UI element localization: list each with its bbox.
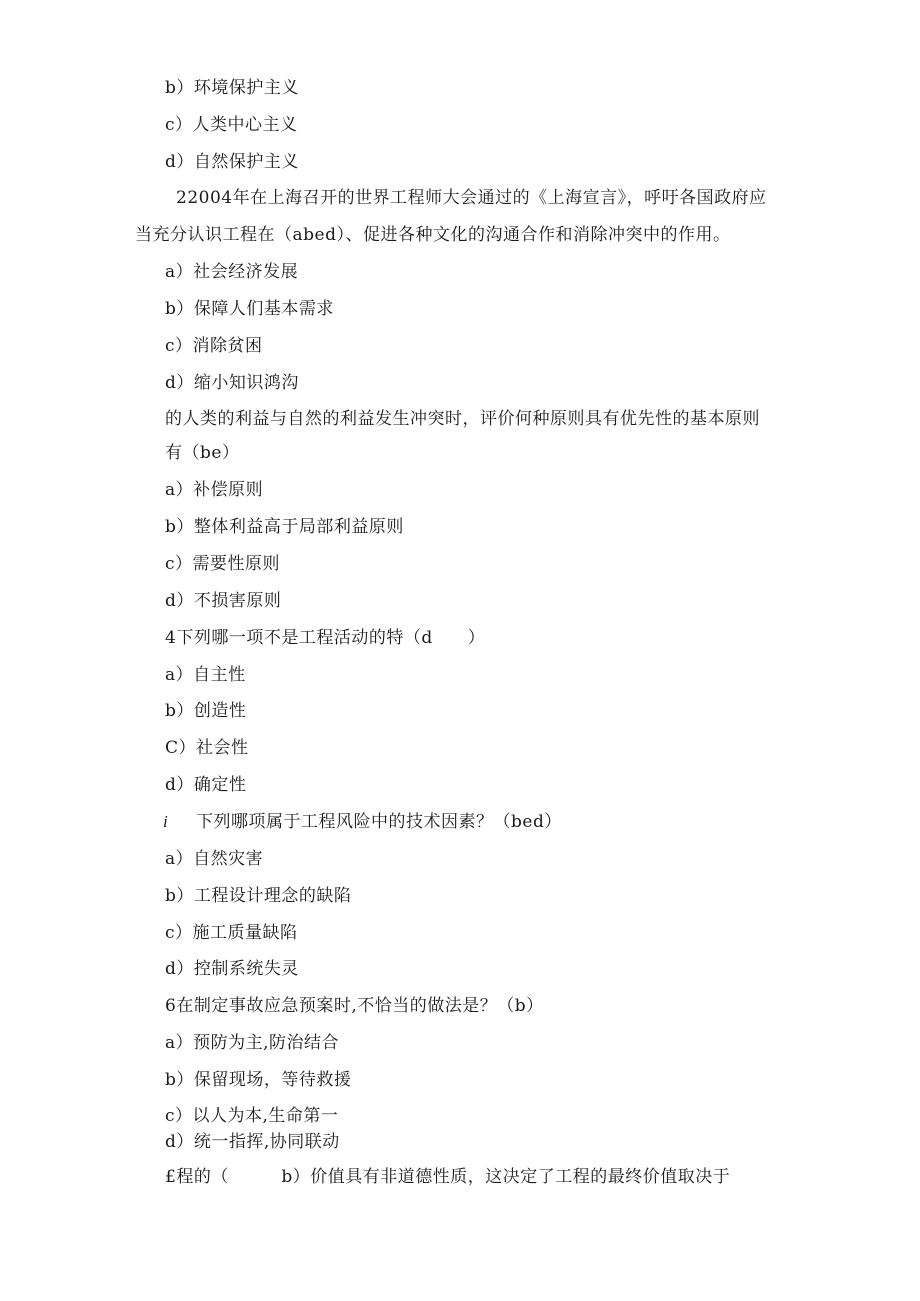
option-c-necessity: c）需要性原则 bbox=[165, 554, 281, 574]
question-3-line-2: 有（be） bbox=[165, 443, 240, 463]
option-a-prevention: a）预防为主,防治结合 bbox=[165, 1033, 340, 1053]
option-b-overall-interest: b）整体利益高于局部利益原则 bbox=[165, 517, 404, 537]
option-d-knowledge-gap: d）缩小知识鸿沟 bbox=[165, 373, 299, 393]
option-b-basic-needs: b）保障人们基本需求 bbox=[165, 299, 334, 319]
option-a-natural-disaster: a）自然灾害 bbox=[165, 849, 264, 869]
option-a-compensation: a）补偿原则 bbox=[165, 480, 264, 500]
question-2-line-2: 当充分认识工程在（abed）、促进各种文化的沟通合作和消除冲突中的作用。 bbox=[135, 225, 731, 245]
question-5: 下列哪项属于工程风险中的技术因素？（bed） bbox=[196, 812, 562, 832]
option-a-economic-development: a）社会经济发展 bbox=[165, 262, 299, 282]
option-b-creativity: b）创造性 bbox=[165, 701, 247, 721]
option-d-unified-command: d）统一指挥,协同联动 bbox=[165, 1132, 340, 1152]
option-b-environmentalism: b）环境保护主义 bbox=[165, 78, 299, 98]
option-c-anthropocentrism: c）人类中心主义 bbox=[165, 115, 298, 135]
question-6: 6在制定事故应急预案时,不恰当的做法是？（b） bbox=[165, 996, 544, 1016]
option-a-autonomy: a）自主性 bbox=[165, 665, 246, 685]
option-d-certainty: d）确定性 bbox=[165, 775, 247, 795]
option-d-control-failure: d）控制系统失灵 bbox=[165, 959, 299, 979]
question-5-marker: i bbox=[163, 812, 169, 831]
option-b-wait-rescue: b）保留现场，等待救援 bbox=[165, 1070, 352, 1090]
option-c-construction-defect: c）施工质量缺陷 bbox=[165, 923, 298, 943]
question-2-line-1: 22004年在上海召开的世界工程师大会通过的《上海宣言》，呼吁各国政府应 bbox=[176, 188, 767, 208]
question-4: 4下列哪一项不是工程活动的特（d ） bbox=[165, 628, 486, 648]
option-b-design-flaw: b）工程设计理念的缺陷 bbox=[165, 886, 352, 906]
question-7-line-1: £程的（ b）价值具有非道德性质，这决定了工程的最终价值取决于 bbox=[165, 1167, 731, 1187]
option-d-nature-protection: d）自然保护主义 bbox=[165, 152, 299, 172]
option-c-people-first: c）以人为本,生命第一 bbox=[165, 1106, 339, 1126]
option-c-poverty: c）消除贫困 bbox=[165, 336, 263, 356]
option-c-sociality: C）社会性 bbox=[165, 738, 249, 758]
question-3-line-1: 的人类的利益与自然的利益发生冲突时，评价何种原则具有优先性的基本原则 bbox=[165, 409, 760, 429]
option-d-no-harm: d）不损害原则 bbox=[165, 591, 282, 611]
